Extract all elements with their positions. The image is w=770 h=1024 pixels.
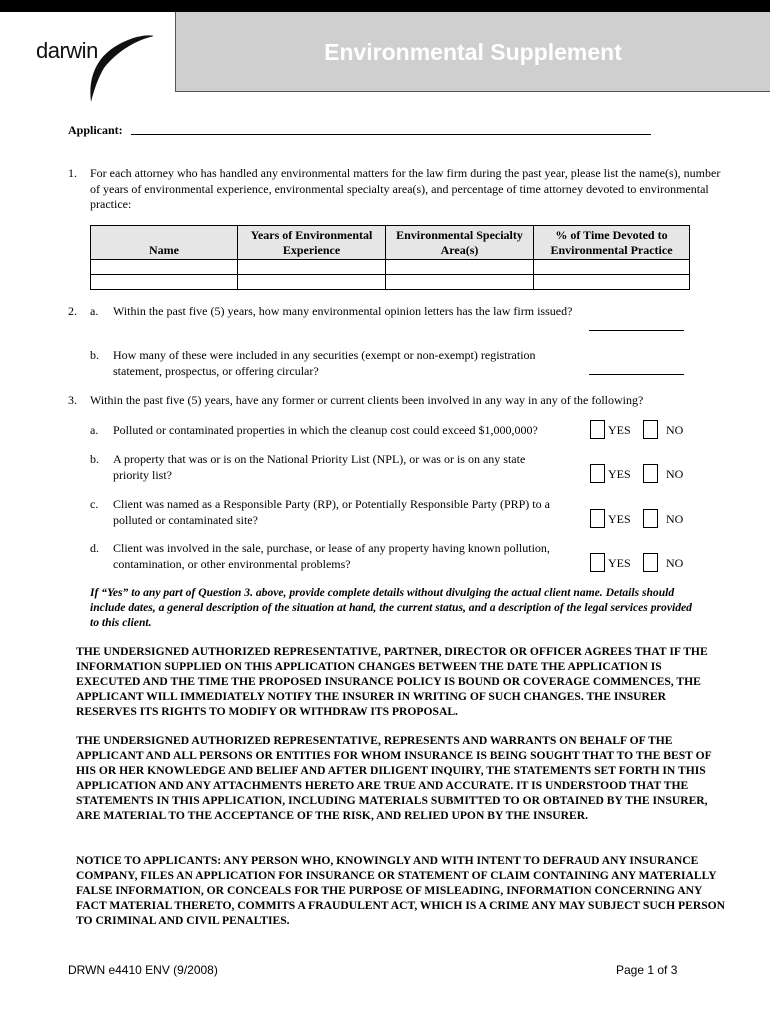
q3d-no-checkbox[interactable] bbox=[643, 553, 658, 572]
form-id: DRWN e4410 ENV (9/2008) bbox=[68, 963, 218, 977]
table-cell[interactable] bbox=[386, 275, 534, 290]
q3c-no-label: NO bbox=[666, 512, 684, 526]
attorney-table bbox=[90, 225, 690, 290]
table-cell[interactable] bbox=[534, 260, 690, 275]
q3d-label: d. bbox=[90, 541, 99, 555]
q2-number: 2. bbox=[68, 304, 77, 318]
q3d-text: Client was involved in the sale, purchase, or lease of any property having known pollution, contamination, or other environmental problems? bbox=[113, 541, 550, 571]
q3a-yes-checkbox[interactable] bbox=[590, 420, 605, 439]
table-cell[interactable] bbox=[534, 275, 690, 290]
q3c-yes-checkbox[interactable] bbox=[590, 509, 605, 528]
q1-text: For each attorney who has handled any environmental matters for the law firm during the past year, please list the name(s), number of years of environmental experience, environmental specialty area(s), and percentage of time attorney devoted to environmental practice: bbox=[90, 166, 721, 211]
q3c-no-checkbox[interactable] bbox=[643, 509, 658, 528]
q3d-no-label: NO bbox=[666, 556, 684, 570]
q3a-yes-label: YES bbox=[608, 423, 631, 437]
fraud-notice-paragraph: NOTICE TO APPLICANTS: ANY PERSON WHO, KNOWINGLY AND WITH INTENT TO DEFRAUD ANY INSURANCE COMPANY, FILES AN APPLICATION FOR INSURANCE OR STATEMENT OF CLAIM CONTAINING ANY MATERIALLY FALSE INFORMATION, OR CONCEALS FOR THE PURPOSE OF MISLEADING, INFORMATION CONCERNING ANY FACT MATERIAL THERETO, COMMITS A FRAUDULENT ACT, WHICH IS A CRIME ANY MAY SUBJECT SUCH PERSON TO CRIMINAL AND CIVIL PENALTIES. bbox=[76, 854, 726, 927]
table-header-row bbox=[91, 226, 690, 260]
q3-text: Within the past five (5) years, have any former or current clients been involved in any way in any of the following? bbox=[90, 393, 644, 407]
page-number: Page 1 of 3 bbox=[616, 963, 678, 977]
q2b-text: How many of these were included in any securities (exempt or non-exempt) registration statement, prospectus, or offering circular? bbox=[113, 348, 536, 378]
table-row bbox=[91, 275, 690, 290]
q2a-text: Within the past five (5) years, how many environmental opinion letters has the law firm issued? bbox=[113, 304, 573, 318]
q3b-no-label: NO bbox=[666, 467, 684, 481]
q3c-yes-label: YES bbox=[608, 512, 631, 526]
q3c-label: c. bbox=[90, 497, 99, 511]
q1-number: 1. bbox=[68, 166, 77, 180]
q2b-answer-line[interactable] bbox=[589, 374, 684, 375]
darwin-logo bbox=[36, 18, 166, 108]
q3-number: 3. bbox=[68, 393, 77, 407]
q2b-label: b. bbox=[90, 348, 99, 362]
q3d-yes-label: YES bbox=[608, 556, 631, 570]
table-cell[interactable] bbox=[91, 275, 238, 290]
table-header-percent: % of Time Devoted to Environmental Practice bbox=[534, 226, 690, 260]
q3a-no-label: NO bbox=[666, 423, 684, 437]
table-cell[interactable] bbox=[91, 260, 238, 275]
top-black-bar bbox=[0, 0, 770, 12]
table-cell[interactable] bbox=[386, 260, 534, 275]
q3b-no-checkbox[interactable] bbox=[643, 464, 658, 483]
q3d-yes-checkbox[interactable] bbox=[590, 553, 605, 572]
table-cell[interactable] bbox=[238, 260, 386, 275]
table-row bbox=[91, 260, 690, 275]
q3b-label: b. bbox=[90, 452, 99, 466]
warranty-paragraph: THE UNDERSIGNED AUTHORIZED REPRESENTATIVE, REPRESENTS AND WARRANTS ON BEHALF OF THE APPLICANT AND ALL PERSONS OR ENTITIES FOR WHOM INSURANCE IS BEING SOUGHT THAT TO THE BEST OF HIS OR HER KNOWLEDGE AND BELIEF AND AFTER DILIGENT INQUIRY, THE STATEMENTS SET FORTH IN THIS APPLICATION AND ANY ATTACHMENTS HERETO ARE TRUE AND ACCURATE. IT IS UNDERSTOOD THAT THE STATEMENTS IN THIS APPLICATION, INCLUDING MATERIALS SUBMITTED TO OR OBTAINED BY THE INSURER, ARE MATERIAL TO THE ACCEPTANCE OF THE RISK, AND RELIED UPON BY THE INSURER. bbox=[76, 734, 712, 822]
q2a-answer-line[interactable] bbox=[589, 330, 684, 331]
q3b-yes-checkbox[interactable] bbox=[590, 464, 605, 483]
table-cell[interactable] bbox=[238, 275, 386, 290]
title-banner bbox=[175, 12, 770, 92]
table-header-years: Years of Environmental Experience bbox=[238, 226, 386, 260]
table-header-name: Name bbox=[91, 226, 238, 260]
q2a-label: a. bbox=[90, 304, 99, 318]
applicant-input-line[interactable] bbox=[131, 134, 651, 135]
page-title: Environmental Supplement bbox=[324, 39, 622, 65]
table-header-specialty: Environmental Specialty Area(s) bbox=[386, 226, 534, 260]
q3b-yes-label: YES bbox=[608, 467, 631, 481]
q3-note: If “Yes” to any part of Question 3. above, provide complete details without divulging the actual client name. Details should include dates, a general description of the situation at hand, the current status, and a description of the legal services provided to this client. bbox=[90, 586, 692, 629]
q3a-no-checkbox[interactable] bbox=[643, 420, 658, 439]
logo-text: darwin bbox=[36, 38, 98, 63]
agreement-paragraph: THE UNDERSIGNED AUTHORIZED REPRESENTATIVE, PARTNER, DIRECTOR OR OFFICER AGREES THAT IF THE INFORMATION SUPPLIED ON THIS APPLICATION CHANGES BETWEEN THE DATE THE APPLICATION IS EXECUTED AND THE TIME THE PROPOSED INSURANCE POLICY IS BOUND OR COVERAGE COMMENCES, THE APPLICANT WILL IMMEDIATELY NOTIFY THE INSURER IN WRITING OF SUCH CHANGES. THE INSURER RESERVES ITS RIGHTS TO MODIFY OR WITHDRAW ITS PROPOSAL. bbox=[76, 645, 708, 718]
q3a-text: Polluted or contaminated properties in which the cleanup cost could exceed $1,000,000? bbox=[113, 423, 538, 437]
q3a-label: a. bbox=[90, 423, 99, 437]
applicant-label: Applicant: bbox=[68, 123, 123, 137]
q3c-text: Client was named as a Responsible Party (RP), or Potentially Responsible Party (PRP) to a polluted or contaminated site? bbox=[113, 497, 550, 527]
q3b-text: A property that was or is on the National Priority List (NPL), or was or is on any state priority list? bbox=[113, 452, 526, 482]
